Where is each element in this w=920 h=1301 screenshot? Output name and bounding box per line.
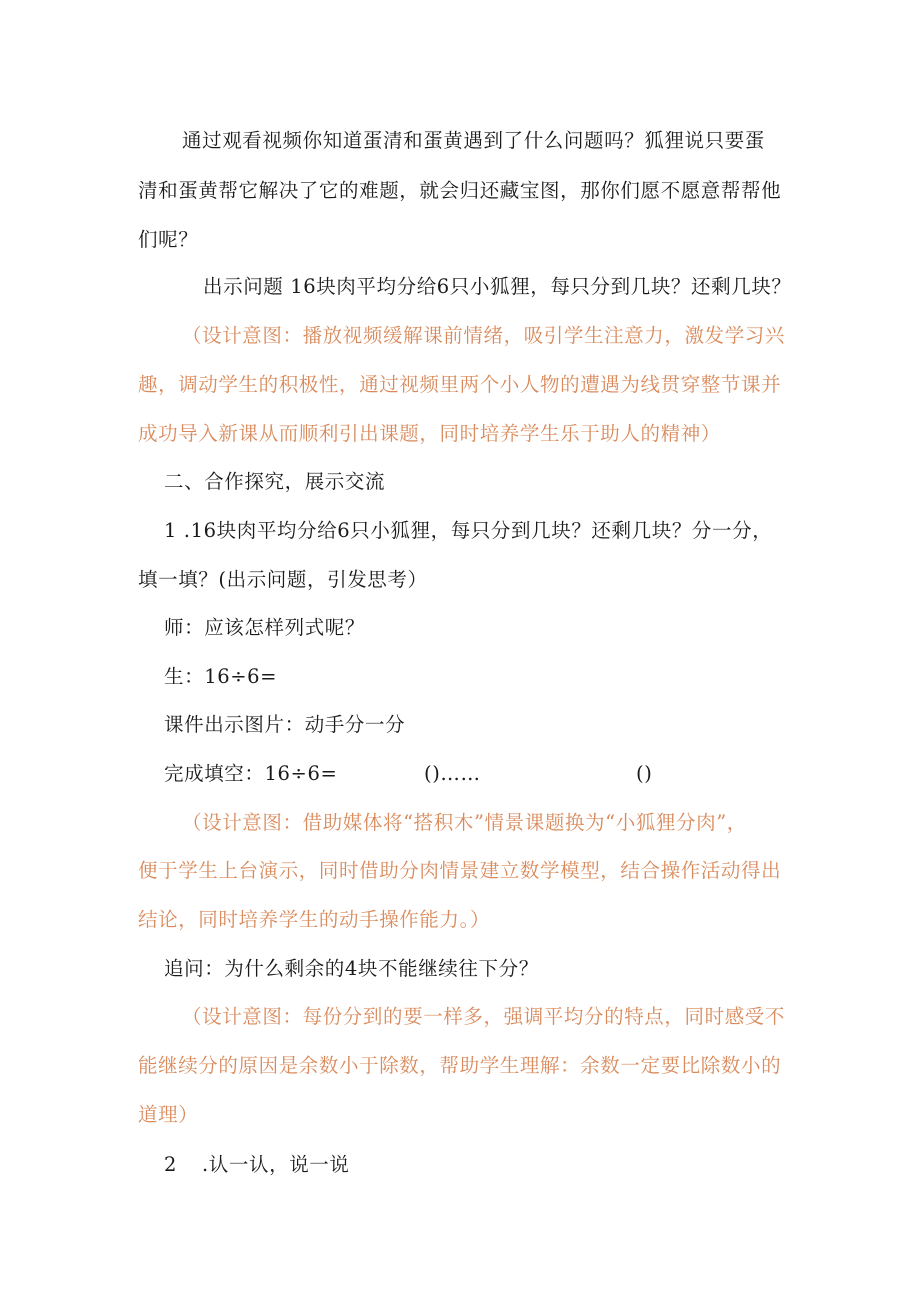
item-2-number: 2	[164, 1153, 178, 1176]
design-intent-2-line-3: 结论，同时培养学生的动手操作能力。）	[138, 908, 491, 931]
design-intent-3-line-1: （设计意图：每份分到的要一样多，强调平均分的特点，同时感受不	[182, 1005, 786, 1028]
item-2-title: .认一认，说一说	[202, 1153, 350, 1176]
design-intent-1-line-3: 成功导入新课从而顺利引出课题，同时培养学生乐于助人的精神）	[138, 422, 721, 445]
design-intent-2-line-2: 便于学生上台演示，同时借助分肉情景建立数学模型，结合操作活动得出	[138, 859, 782, 882]
fill-in-label: 完成填空：16÷6=	[164, 762, 338, 785]
design-intent-3-line-3: 道理）	[138, 1103, 199, 1126]
item-1-line-2: 填一填？(出示问题，引发思考）	[138, 568, 428, 591]
design-intent-2-line-1: （设计意图：借助媒体将“搭积木”情景课题换为“小狐狸分肉”，	[182, 811, 747, 834]
intro-line-3: 们呢？	[138, 228, 199, 251]
teacher-question: 师：应该怎样列式呢？	[164, 616, 366, 639]
courseware-note: 课件出示图片：动手分一分	[164, 713, 406, 736]
intro-line-2: 清和蛋黄帮它解决了它的难题，就会归还藏宝图，那你们愿不愿意帮帮他	[138, 179, 782, 202]
design-intent-1-line-1: （设计意图：播放视频缓解课前情绪，吸引学生注意力，激发学习兴	[182, 324, 786, 347]
section-heading: 二、合作探究，展示交流	[164, 470, 386, 493]
item-1-line-1: 1 .16块肉平均分给6只小狐狸，每只分到几块？还剩几块？分一分，	[164, 519, 773, 542]
student-answer: 生：16÷6=	[164, 665, 278, 688]
follow-up-question: 追问：为什么剩余的4块不能继续往下分？	[164, 957, 539, 980]
fill-in-quotient-blank: ()……	[424, 762, 481, 785]
design-intent-1-line-2: 趣，调动学生的积极性，通过视频里两个小人物的遭遇为线贯穿整节课并	[138, 373, 782, 396]
design-intent-3-line-2: 能继续分的原因是余数小于除数，帮助学生理解：余数一定要比除数小的	[138, 1054, 782, 1077]
intro-line-1: 通过观看视频你知道蛋清和蛋黄遇到了什么问题吗？狐狸说只要蛋	[182, 129, 765, 152]
fill-in-remainder-blank: ()	[636, 762, 653, 785]
problem-statement: 出示问题 16块肉平均分给6只小狐狸，每只分到几块？还剩几块？	[203, 275, 792, 298]
